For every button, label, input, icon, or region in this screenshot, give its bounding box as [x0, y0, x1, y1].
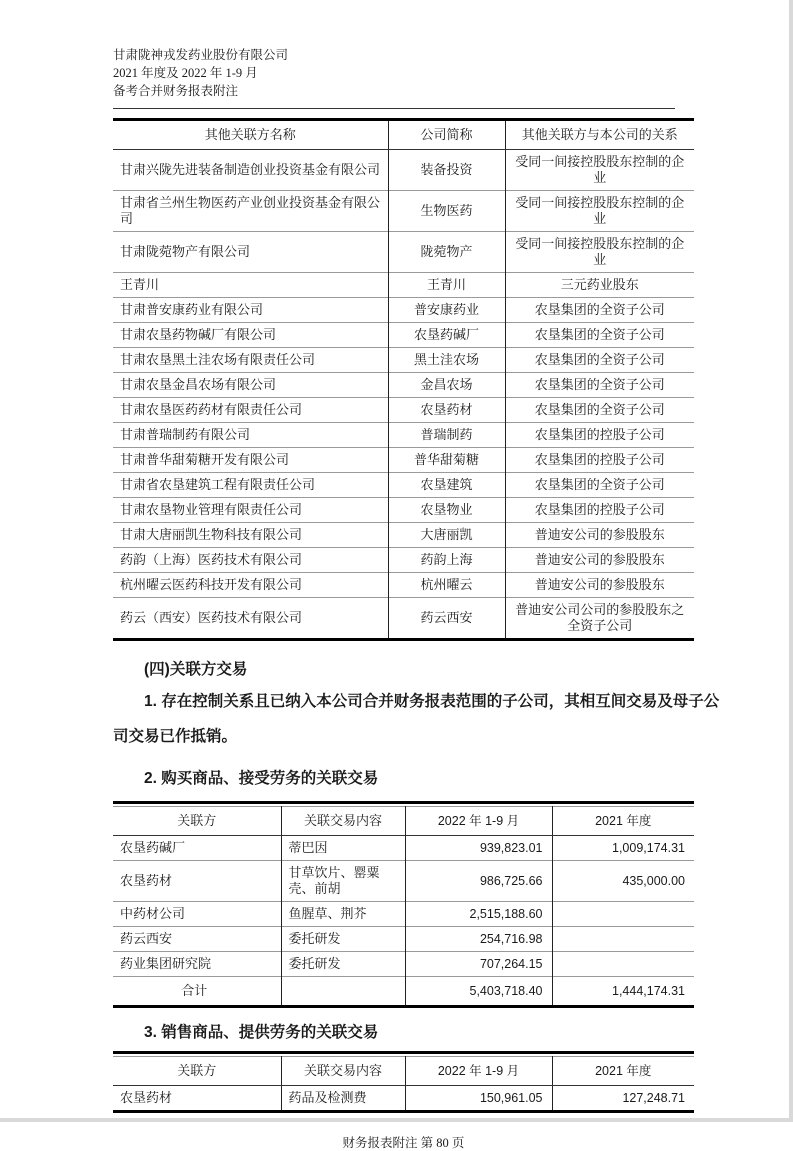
- table-cell: 普迪安公司的参股股东: [505, 523, 694, 548]
- table-cell: 普迪安公司公司的参股股东之全资子公司: [505, 598, 694, 640]
- table-row: [113, 232, 694, 273]
- table-row: [113, 598, 694, 640]
- table-cell: [552, 902, 694, 927]
- table-cell: 大唐丽凯: [388, 523, 505, 548]
- report-period: 2021 年度及 2022 年 1-9 月: [113, 66, 258, 80]
- table-cell: 甘肃农垦药物碱厂有限公司: [113, 323, 388, 348]
- table-row: [113, 273, 694, 298]
- page-header: [113, 46, 701, 100]
- table-cell: 金昌农场: [388, 373, 505, 398]
- table-row: [113, 398, 694, 423]
- table-row: [113, 952, 694, 977]
- column-header-party: 关联方: [113, 1057, 281, 1086]
- column-header-content: 关联交易内容: [281, 807, 405, 836]
- table-cell: 普瑞制药: [388, 423, 505, 448]
- table-cell: 707,264.15: [405, 952, 552, 977]
- table-cell: 中药材公司: [113, 902, 281, 927]
- related-parties-body: [113, 150, 694, 640]
- table-cell: 杭州曜云医药科技开发有限公司: [113, 573, 388, 598]
- sales-table-body: [113, 1086, 694, 1112]
- table-cell: 装备投资: [388, 150, 505, 191]
- column-header-2022: 2022 年 1-9 月: [405, 807, 552, 836]
- table-cell: [552, 952, 694, 977]
- table-cell: 农垦集团的全资子公司: [505, 473, 694, 498]
- column-header-2022: 2022 年 1-9 月: [405, 1057, 552, 1086]
- table-cell: 黑土洼农场: [388, 348, 505, 373]
- table-row: [113, 523, 694, 548]
- table-cell: 王青川: [388, 273, 505, 298]
- table-header-row: [113, 807, 694, 836]
- table-row: [113, 573, 694, 598]
- table-row: [113, 473, 694, 498]
- table-row: [113, 448, 694, 473]
- table-cell: 药云西安: [388, 598, 505, 640]
- table-cell: 受同一间接控股股东控制的企业: [515, 154, 685, 185]
- table-cell: 杭州曜云: [388, 573, 505, 598]
- table-row: [113, 348, 694, 373]
- table-cell: 农垦药材: [388, 398, 505, 423]
- total-2022-value: 5,403,718.40: [405, 977, 552, 1007]
- table-cell: 甘肃农垦黑土洼农场有限责任公司: [113, 348, 388, 373]
- related-parties-table: [113, 118, 694, 641]
- table-cell: 2,515,188.60: [405, 902, 552, 927]
- total-row: [113, 977, 694, 1007]
- column-header-content: 关联交易内容: [281, 1057, 405, 1086]
- table-row: [113, 1086, 694, 1112]
- table-row: [113, 373, 694, 398]
- table-row: [113, 836, 694, 861]
- section-title-related-transactions: (四)关联方交易: [144, 661, 248, 678]
- table-cell: 986,725.66: [405, 861, 552, 902]
- page-content: [113, 46, 720, 1151]
- table-row: [113, 323, 694, 348]
- table-cell: 药云（西安）医药技术有限公司: [113, 598, 388, 640]
- table-cell: 甘肃农垦医药药材有限责任公司: [113, 398, 388, 423]
- column-header-party: 关联方: [113, 807, 281, 836]
- table-cell: 农垦集团的全资子公司: [505, 298, 694, 323]
- page-footer: 财务报表附注 第 80 页: [342, 1136, 465, 1150]
- sales-table-header: [113, 1057, 694, 1086]
- table-cell: 甘草饮片、罂粟壳、前胡: [281, 861, 405, 902]
- table-cell: 药云西安: [113, 927, 281, 952]
- table-cell: 普安康药业: [388, 298, 505, 323]
- table-cell: 农垦药碱厂: [388, 323, 505, 348]
- table-row: [113, 927, 694, 952]
- report-title: 备考合并财务报表附注: [113, 84, 239, 98]
- table-cell: 陇菀物产: [388, 232, 505, 273]
- table-cell: 农垦集团的控股子公司: [505, 498, 694, 523]
- table-cell: 药韵上海: [388, 548, 505, 573]
- header-divider: [113, 108, 675, 109]
- table-row: [113, 298, 694, 323]
- total-2021-value: 1,444,174.31: [552, 977, 694, 1007]
- related-parties-header: [113, 120, 694, 150]
- table-cell: 甘肃普瑞制药有限公司: [113, 423, 388, 448]
- table-cell: 农垦集团的全资子公司: [505, 373, 694, 398]
- table-cell: 委托研发: [281, 927, 405, 952]
- table-cell: 254,716.98: [405, 927, 552, 952]
- table-row: [113, 861, 694, 902]
- total-label: 合计: [113, 977, 281, 1007]
- table-row: [113, 191, 694, 232]
- table-cell: 三元药业股东: [505, 273, 694, 298]
- table-row: [113, 902, 694, 927]
- table-cell: 受同一间接控股股东控制的企业: [505, 191, 694, 232]
- table-cell: 甘肃普安康药业有限公司: [113, 298, 388, 323]
- table-cell: 药韵（上海）医药技术有限公司: [113, 548, 388, 573]
- table-row: [113, 150, 694, 191]
- table-cell: 委托研发: [281, 952, 405, 977]
- table-cell: 435,000.00: [552, 861, 694, 902]
- table-cell: 鱼腥草、荆芥: [281, 902, 405, 927]
- table-cell: 甘肃农垦物业管理有限责任公司: [113, 498, 388, 523]
- table-cell: 农垦集团的全资子公司: [505, 323, 694, 348]
- column-header-abbr: 公司简称: [388, 120, 505, 150]
- table-cell: 蒂巴因: [281, 836, 405, 861]
- table-cell: 王青川: [113, 273, 388, 298]
- table-cell: [552, 927, 694, 952]
- table-cell: 939,823.01: [405, 836, 552, 861]
- table-cell: 1,009,174.31: [612, 841, 685, 855]
- table-cell: 普迪安公司的参股股东: [505, 573, 694, 598]
- heading-sales-transactions: 3. 销售商品、提供劳务的关联交易: [144, 1024, 379, 1041]
- table-cell: 普华甜菊糖: [388, 448, 505, 473]
- table-cell: 127,248.71: [622, 1091, 685, 1105]
- company-name: 甘肃陇神戎发药业股份有限公司: [113, 48, 289, 62]
- table-cell: 普迪安公司的参股股东: [505, 548, 694, 573]
- column-header-2021: 2021 年度: [552, 1057, 694, 1086]
- paragraph-control-relation: [113, 684, 720, 754]
- table-cell: 农垦物业: [388, 498, 505, 523]
- table-cell: 农垦建筑: [388, 473, 505, 498]
- table-cell: 甘肃陇菀物产有限公司: [113, 232, 388, 273]
- table-header-row: [113, 1057, 694, 1086]
- purchase-table-body: [113, 836, 694, 977]
- table-cell: 受同一间接控股股东控制的企业: [505, 232, 694, 273]
- table-cell: 甘肃省农垦建筑工程有限责任公司: [113, 473, 388, 498]
- total-content-cell: [281, 977, 405, 1007]
- table-cell: 农垦集团的控股子公司: [505, 448, 694, 473]
- table-row: [113, 423, 694, 448]
- table-cell: 农垦药材: [113, 861, 281, 902]
- table-cell: 农垦药材: [113, 1086, 281, 1112]
- table-cell: 农垦药碱厂: [113, 836, 281, 861]
- sales-transactions-table: [113, 1056, 694, 1113]
- purchase-table-footer: [113, 977, 694, 1007]
- table-cell: 生物医药: [388, 191, 505, 232]
- table-cell: 甘肃普华甜菊糖开发有限公司: [113, 448, 388, 473]
- table-cell: 农垦集团的全资子公司: [505, 348, 694, 373]
- table-cell: 药业集团研究院: [113, 952, 281, 977]
- table-cell: 甘肃兴陇先进装备制造创业投资基金有限公司: [113, 150, 388, 191]
- table-cell: 甘肃省兰州生物医药产业创业投资基金有限公司: [113, 191, 388, 232]
- heading-purchase-transactions: 2. 购买商品、接受劳务的关联交易: [144, 770, 379, 787]
- paragraph-line: 司交易已作抵销。: [113, 728, 238, 745]
- purchase-transactions-table: [113, 806, 694, 1008]
- column-header-relation: 其他关联方与本公司的关系: [505, 120, 694, 150]
- table-cell: 农垦集团的控股子公司: [505, 423, 694, 448]
- table-row: [113, 548, 694, 573]
- paragraph-line: 1. 存在控制关系且已纳入本公司合并财务报表范围的子公司，其相互间交易及母子公: [144, 693, 720, 710]
- column-header-2021: 2021 年度: [552, 807, 694, 836]
- table-cell: 药品及检测费: [281, 1086, 405, 1112]
- table-cell: 甘肃农垦金昌农场有限公司: [113, 373, 388, 398]
- column-header-name: 其他关联方名称: [113, 120, 388, 150]
- table-cell: 甘肃大唐丽凯生物科技有限公司: [113, 523, 388, 548]
- table-cell: 农垦集团的全资子公司: [505, 398, 694, 423]
- table-cell: 150,961.05: [405, 1086, 552, 1112]
- table-header-row: [113, 120, 694, 150]
- purchase-table-header: [113, 807, 694, 836]
- table-row: [113, 498, 694, 523]
